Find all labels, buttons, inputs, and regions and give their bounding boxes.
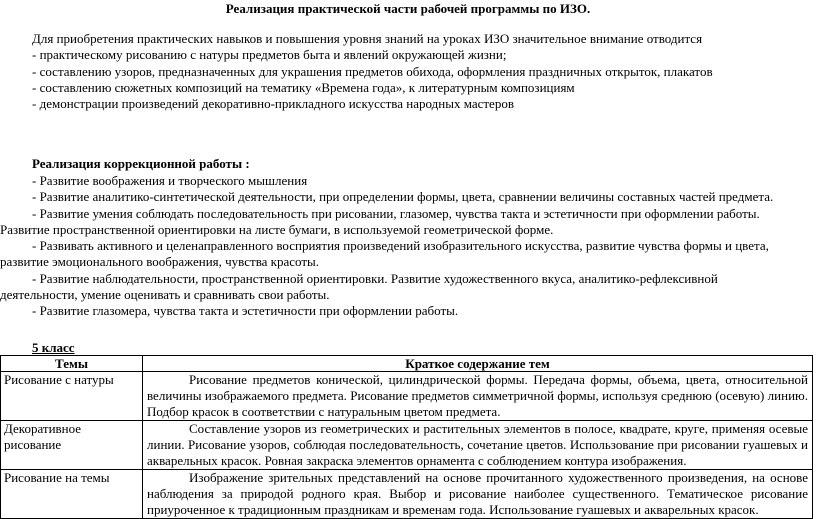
intro-line: - составлению узоров, предназначенных для украшения предметов обихода, оформления праздничных открыток, плакатов — [32, 63, 713, 79]
correction-line: развитие эмоционального воображения, чувства красоты. — [0, 254, 320, 270]
intro-block — [32, 31, 812, 112]
correction-heading: Реализация коррекционной работы : — [32, 156, 250, 171]
topic-cell: Декоративное рисование — [1, 421, 143, 470]
intro-line: - практическому рисованию с натуры предметов быта и явлений окружающей жизни; — [32, 47, 507, 63]
correction-line: - Развитие наблюдательности, пространственной ориентировки. Развитие художественного вкуса, аналитико-рефлексивной — [32, 270, 718, 286]
table-header-row — [1, 356, 813, 372]
correction-block — [0, 173, 816, 320]
correction-line: Развитие пространственной ориентировки на листе бумаги, в используемой геометрической форме. — [0, 221, 554, 237]
correction-line: деятельности, умение оценивать и сравнивать свои работы. — [0, 287, 330, 303]
header-content: Краткое содержание тем — [143, 356, 813, 372]
topic-cell: Рисование с натуры — [1, 372, 143, 421]
correction-line: - Развитие аналитико-синтетической деятельности, при определении формы, цвета, сравнении величины составных частей предмета. — [32, 189, 774, 205]
content-cell: Изображение зрительных представлений на основе прочитанного художественного произведения, на основе наблюдения за природой родного края. Выбор и рисование наиболее существенного. Тематическое рисование приуроченное к традиционным праздникам и временам года. Использование гуашевых и акварельных красок. — [143, 470, 813, 519]
topic-cell: Рисование на темы — [1, 470, 143, 519]
grade-label: 5 класс — [32, 340, 75, 355]
correction-line: - Развитие глазомера, чувства такта и эстетичности при оформлении работы. — [32, 303, 459, 319]
intro-line: - составлению сюжетных композиций на тематику «Времена года», к литературным композициям — [32, 79, 575, 95]
header-topics: Темы — [1, 356, 143, 372]
page-title: Реализация практической части рабочей программы по ИЗО. — [225, 1, 591, 16]
correction-line: - Развивать активного и целенаправленного восприятия произведений изобразительного искусства, развитие чувства формы и цвета, — [32, 238, 769, 254]
correction-line: - Развитие умения соблюдать последовательность при рисовании, глазомер, чувства такта и эстетичности при оформлении работы. — [32, 205, 760, 221]
correction-line: - Развитие воображения и творческого мышления — [32, 173, 308, 188]
topics-table — [0, 355, 813, 519]
intro-line: Для приобретения практических навыков и повышения уровня знаний на уроках ИЗО значительное внимание отводится — [32, 31, 703, 46]
intro-line: - демонстрации произведений декоративно-прикладного искусства народных мастеров — [32, 96, 514, 112]
table-row — [1, 470, 813, 519]
content-cell: Рисование предметов конической, цилиндрической формы. Передача формы, объема, цвета, относительной величины изображаемого предмета. Рисование предметов симметричной формы, используя среднюю (осевую) линию. Подбор красок в соответствии с натуральным цветом предмета. — [143, 372, 813, 421]
content-cell: Составление узоров из геометрических и растительных элементов в полосе, квадрате, круге, применяя осевые линии. Рисование узоров, соблюдая последовательность, сочетание цветов. Использование при рисовании гуашевых и акварельных красок. Ровная закраска элементов орнамента с соблюдением контура изображения. — [143, 421, 813, 470]
table-row — [1, 372, 813, 421]
table-row — [1, 421, 813, 470]
